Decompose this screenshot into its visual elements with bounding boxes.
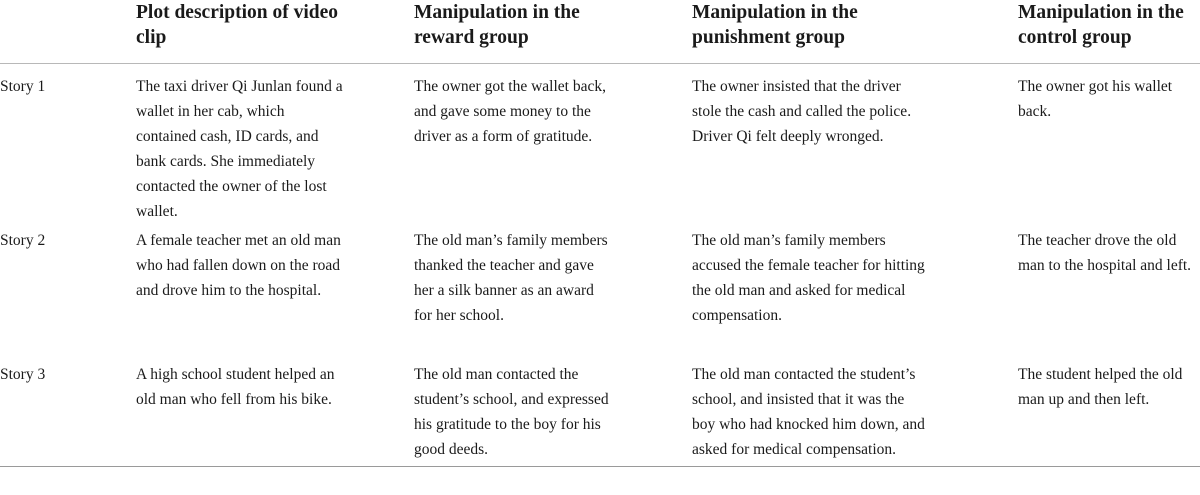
story-label: Story 3 — [0, 366, 46, 383]
table-row — [0, 362, 1200, 480]
story-label: Story 2 — [0, 232, 46, 249]
table-row — [0, 64, 1200, 229]
punishment-cell: The old man contacted the student’s school, and insisted that it was the boy who had knocked him down, and asked for medical compensation. — [692, 366, 925, 458]
header-plot-description — [136, 0, 414, 64]
header-reward-group-label: Manipulation in the reward group — [414, 2, 580, 48]
punishment-cell: The owner insisted that the driver stole the cash and called the police. Driver Qi felt deeply wronged. — [692, 78, 912, 145]
header-control-group — [1018, 0, 1200, 64]
control-cell: The teacher drove the old man to the hospital and left. — [1018, 232, 1192, 274]
table-bottom-rule — [0, 466, 1200, 467]
header-punishment-group-label: Manipulation in the punishment group — [692, 2, 858, 48]
punishment-cell: The old man’s family members accused the female teacher for hitting the old man and asked for medical compensation. — [692, 232, 925, 324]
reward-cell: The owner got the wallet back, and gave some money to the driver as a form of gratitude. — [414, 78, 606, 145]
control-cell: The owner got his wallet back. — [1018, 78, 1173, 120]
plot-cell: The taxi driver Qi Junlan found a wallet in her cab, which contained cash, ID cards, and bank cards. She immediately contacted the owner of the lost wallet. — [136, 78, 343, 220]
header-story — [0, 0, 136, 64]
header-plot-description-label: Plot description of video clip — [136, 2, 339, 48]
story-label: Story 1 — [0, 78, 46, 95]
table-row — [0, 228, 1200, 362]
reward-cell: The old man contacted the student’s school, and expressed his gratitude to the boy for his good deeds. — [414, 366, 609, 458]
control-cell: The student helped the old man up and then left. — [1018, 366, 1183, 408]
plot-cell: A high school student helped an old man who fell from his bike. — [136, 366, 335, 408]
header-control-group-label: Manipulation in the control group — [1018, 2, 1184, 48]
header-punishment-group — [692, 0, 1018, 64]
header-reward-group — [414, 0, 692, 64]
plot-cell: A female teacher met an old man who had fallen down on the road and drove him to the hospital. — [136, 232, 341, 299]
reward-cell: The old man’s family members thanked the teacher and gave her a silk banner as an award for her school. — [414, 232, 608, 324]
table-header-row — [0, 0, 1200, 64]
